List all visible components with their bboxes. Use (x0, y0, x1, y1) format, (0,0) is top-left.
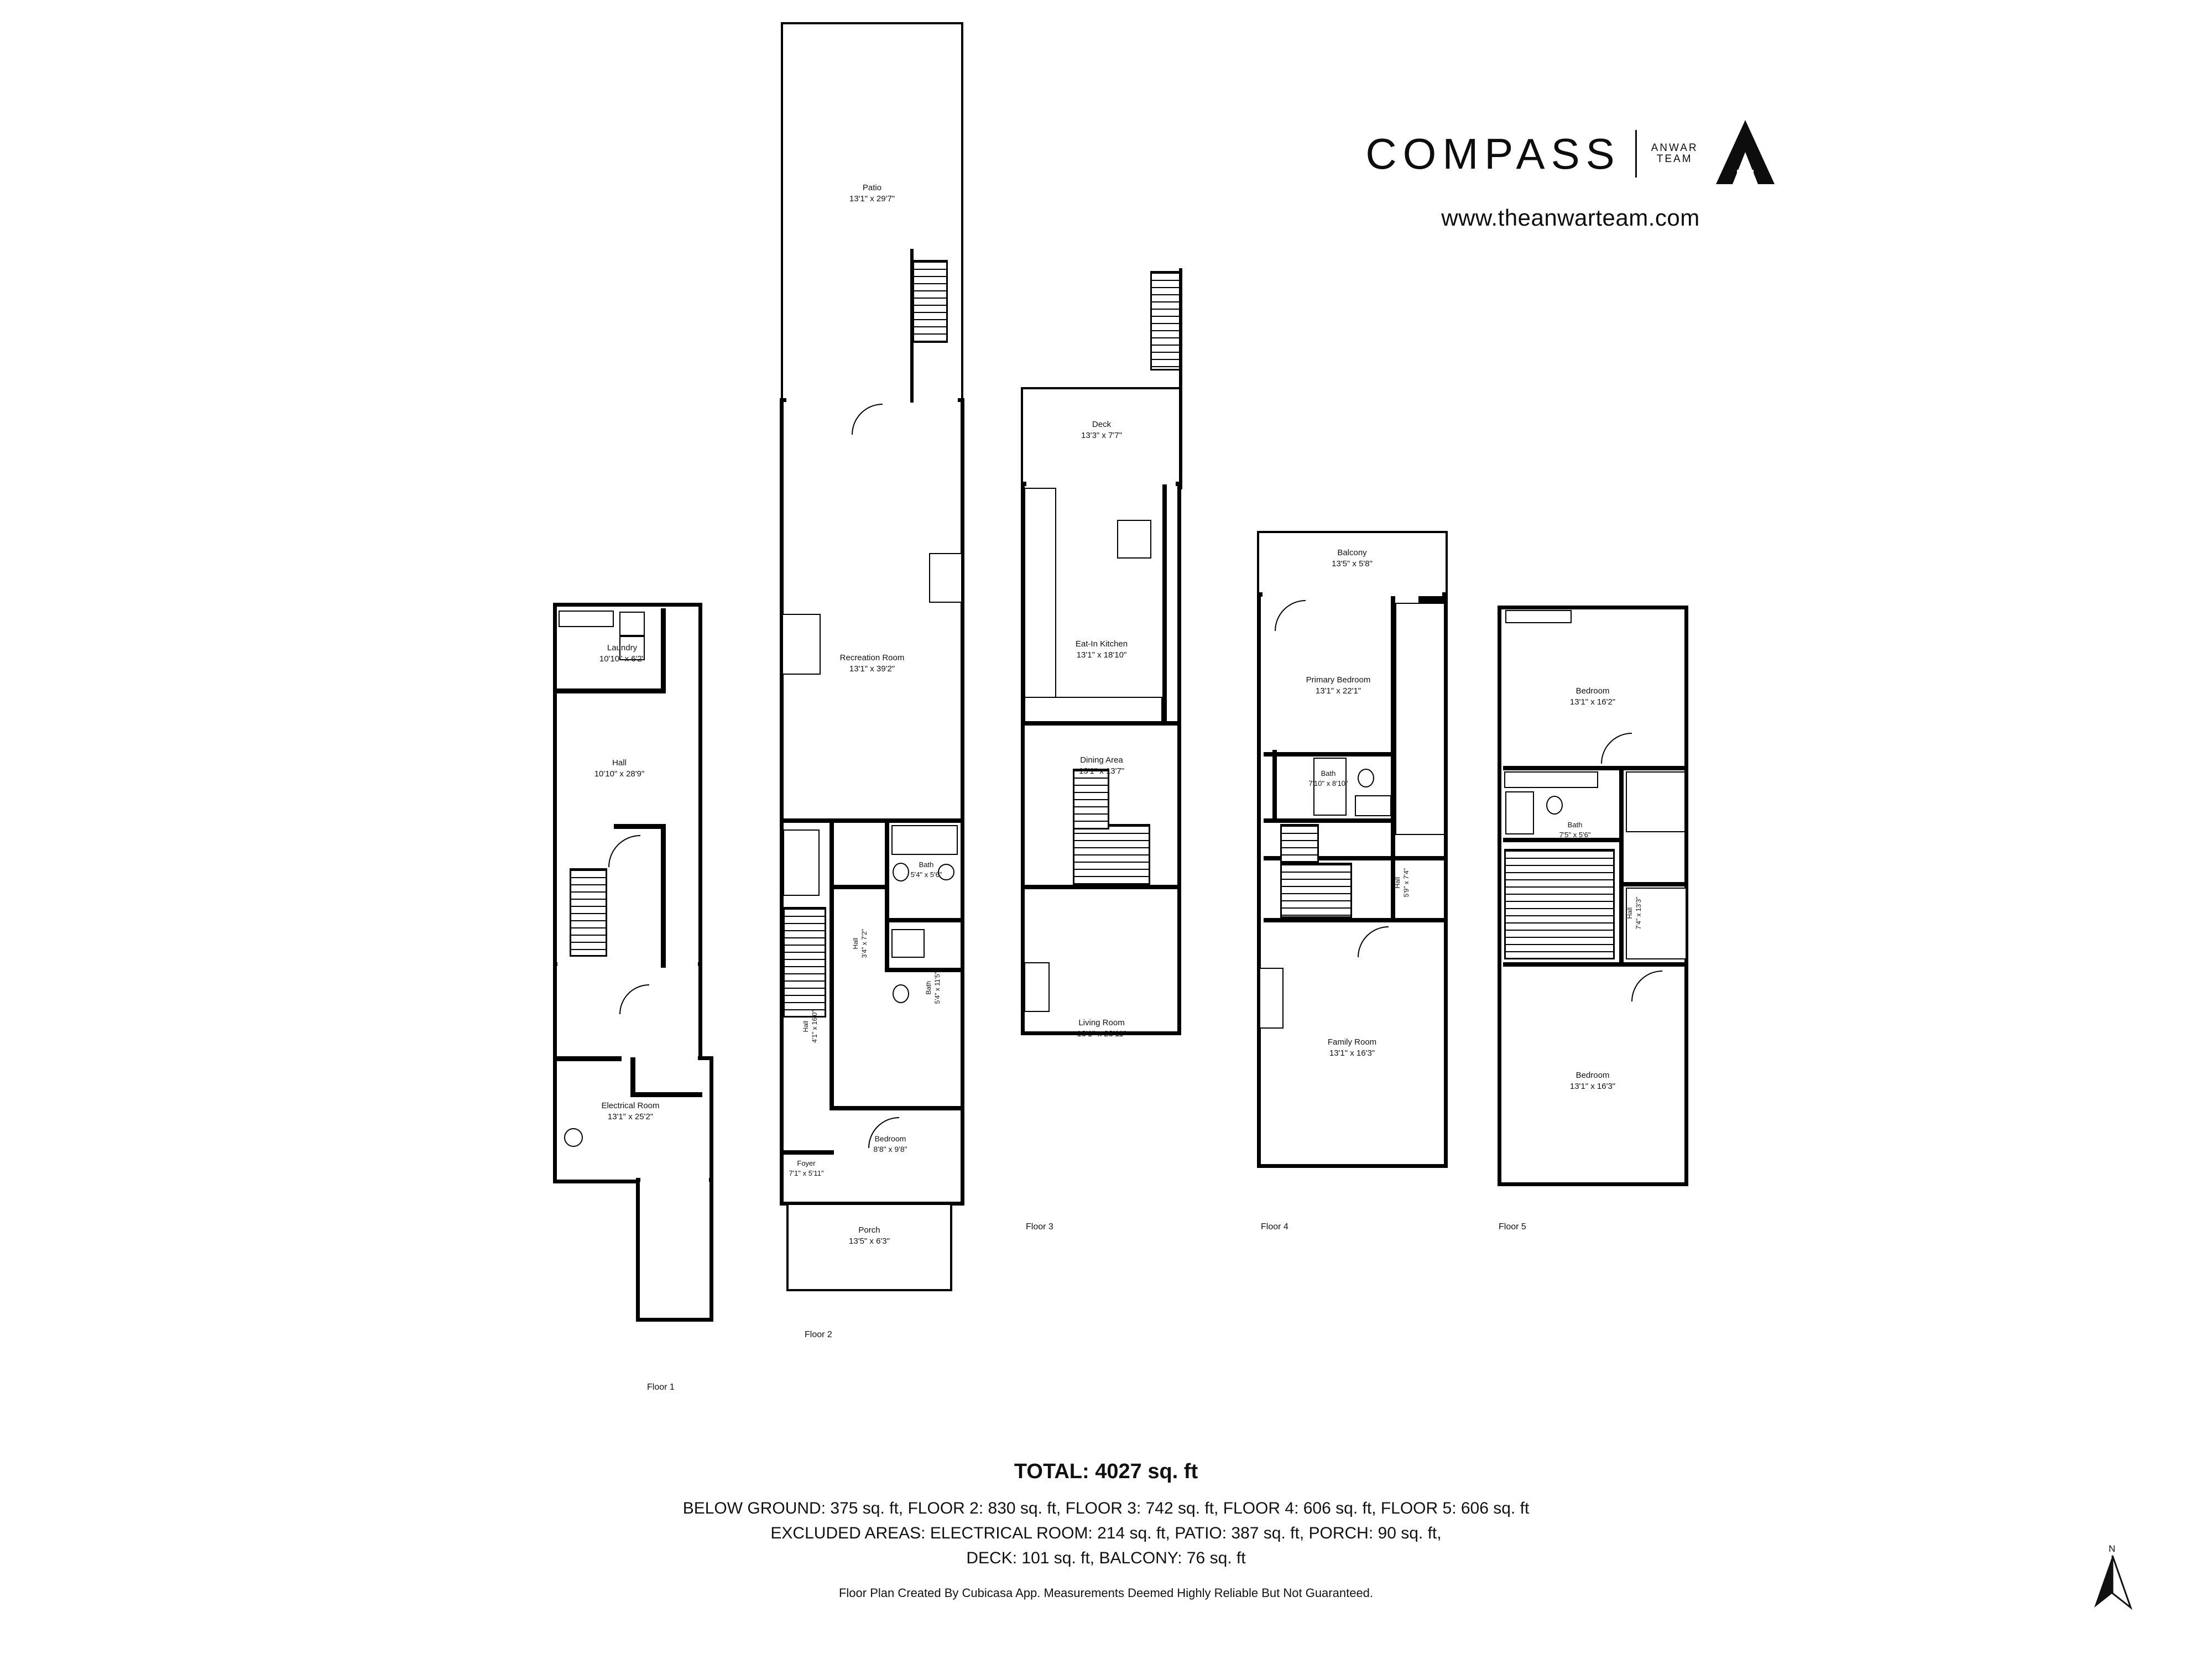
floor-2-plan (774, 22, 984, 1316)
room-label-hall-f5: Hall 7'4" x 13'3" (1625, 896, 1642, 930)
room-label-hall-f2a: Hall 3'4" x 7'2" (851, 928, 868, 958)
floor2-outline (780, 398, 964, 1206)
patio-stairs (912, 260, 948, 343)
floor4-wall-bath-bottom (1264, 818, 1396, 823)
patio-inner-wall (910, 249, 914, 403)
floor4-vanity (1355, 795, 1391, 816)
floor4-closet-shelf (1395, 603, 1445, 835)
excluded-areas-line-2: DECK: 101 sq. ft, BALCONY: 76 sq. ft (966, 1549, 1246, 1567)
floor5-toilet (1546, 796, 1563, 815)
floor-1-plan (547, 603, 735, 1377)
floor3-deck-merge (1026, 480, 1176, 487)
family-room-fireplace (1259, 968, 1284, 1029)
floor-3-plan (1018, 387, 1217, 1206)
laundry-counter (559, 611, 614, 627)
floor2-wall-b (830, 818, 834, 1106)
kitchen-counter-bottom (1024, 697, 1162, 722)
floor5-vanity-top (1504, 771, 1598, 788)
floor2-laundry-stack (783, 830, 820, 896)
room-label-bedroom-f5-bottom: Bedroom 13'1" x 16'3" (1569, 1071, 1616, 1092)
floor2-tub-2 (891, 929, 925, 958)
floor4-stairs-2 (1280, 824, 1319, 863)
kitchen-counter-left (1024, 488, 1056, 709)
room-label-hall-f1: Hall 10'10" x 28'9" (594, 758, 645, 779)
brand-block (1316, 119, 1825, 231)
floor4-wall-family (1264, 918, 1446, 922)
floor1-merge-fill-3 (640, 1175, 709, 1186)
floor1-wall-hall-lower (614, 824, 664, 829)
floor4-balcony-merge (1262, 591, 1442, 597)
room-label-bedroom-f5-top: Bedroom 13'1" x 16'2" (1569, 686, 1616, 707)
compass-rose-icon (2088, 1543, 2137, 1618)
total-sqft: TOTAL: 4027 sq. ft (1014, 1460, 1198, 1483)
brand-divider (1635, 130, 1637, 178)
floor5-wall-hall-v (1619, 838, 1624, 965)
floor1-wall-elec-top (555, 1056, 622, 1061)
floor4-wall-bath-top (1264, 752, 1395, 757)
room-label-bath-f2b: Bath 5'4" x 11'5" (924, 972, 941, 1004)
anwar-team-line2: TEAM (1656, 153, 1693, 165)
floor-breakdown-line: BELOW GROUND: 375 sq. ft, FLOOR 2: 830 sq. ft, FLOOR 3: 742 sq. ft, FLOOR 4: 606 sq. ft, FLOOR 5: 606 sq. ft (682, 1499, 1530, 1517)
room-label-dining: Dining Area 13'1" x 13'7" (1078, 755, 1125, 776)
floor2-wall-g (830, 1106, 964, 1110)
floor2-toilet-2 (893, 984, 909, 1003)
floor2-wall-a (782, 818, 964, 823)
floor2-wall-d (830, 885, 888, 889)
floor2-wall-c (885, 818, 889, 968)
living-room-fireplace (1024, 962, 1050, 1012)
north-label: N (2109, 1543, 2116, 1554)
brand-row (1316, 119, 1825, 188)
room-label-laundry: Laundry 10'10" x 6'2" (599, 643, 645, 664)
floor-caption-2: Floor 2 (805, 1330, 832, 1339)
laundry-appliance-1 (619, 612, 645, 636)
compass-wordmark: COMPASS (1365, 129, 1621, 178)
room-label-electrical: Electrical Room 13'1" x 25'2" (601, 1101, 660, 1122)
floor3-stairs (1073, 824, 1150, 885)
floor1-wall-elec-step (630, 1057, 635, 1096)
website-url: www.theanwarteam.com (1441, 205, 1700, 231)
floor-caption-3: Floor 3 (1026, 1222, 1053, 1232)
floor4-stairs (1280, 863, 1352, 918)
room-label-foyer: Foyer 7'1" x 5'11" (789, 1159, 824, 1177)
room-label-hall-f2b: Hall 4'1" x 16'0" (801, 1010, 818, 1043)
floor1-stairs (570, 868, 607, 957)
summary-footer (0, 1460, 2212, 1600)
floor-4-plan (1253, 531, 1463, 1228)
floor3-stairs-upper (1073, 769, 1109, 830)
rec-room-closet (782, 614, 821, 675)
room-label-living: Living Room 13'1" x 23'11" (1077, 1018, 1126, 1039)
floor5-bed-closet (1505, 610, 1572, 623)
disclaimer-note: Floor Plan Created By Cubicasa App. Measurements Deemed Highly Reliable But Not Guaranteed. (838, 1586, 1374, 1600)
floor5-shower (1626, 771, 1686, 832)
room-label-patio: Patio 13'1" x 29'7" (849, 183, 895, 204)
kitchen-island (1117, 520, 1151, 559)
floor4-wall-bath-diag (1272, 750, 1277, 822)
room-label-primary-bedroom: Primary Bedroom 13'1" x 22'1" (1306, 675, 1371, 696)
floor5-stairs (1504, 849, 1615, 959)
floor1-wall-elec-step2 (630, 1092, 702, 1097)
room-label-deck: Deck 13'3" x 7'7" (1081, 420, 1122, 441)
room-label-family-room: Family Room 13'1" x 16'3" (1327, 1037, 1377, 1058)
floor1-outline-tail (636, 1178, 713, 1322)
floor5-tub (1505, 791, 1534, 834)
room-label-porch: Porch 13'5" x 6'3" (849, 1225, 890, 1246)
room-label-recreation: Recreation Room 13'1" x 39'2" (839, 653, 905, 674)
floor2-wall-e (885, 918, 964, 922)
floor-caption-4: Floor 4 (1261, 1222, 1288, 1232)
excluded-areas-line-1: EXCLUDED AREAS: ELECTRICAL ROOM: 214 sq. ft, PATIO: 387 sq. ft, PORCH: 90 sq. ft, (770, 1524, 1442, 1542)
floor4-wall-closet-v (1391, 596, 1395, 856)
floor2-patio-merge (786, 396, 958, 404)
anwar-a-icon (1715, 119, 1776, 188)
floor1-wall-laundry (555, 688, 666, 693)
floor-caption-1: Floor 1 (647, 1383, 675, 1392)
deck-stairs (1150, 271, 1181, 371)
room-label-bath-f5: Bath 7'5" x 5'6" (1559, 821, 1591, 839)
floor5-wall-hall-h (1503, 962, 1688, 967)
floor3-wall-dining (1024, 721, 1181, 726)
floor-caption-5: Floor 5 (1499, 1222, 1526, 1232)
room-label-hall-f4: Hall 5'9" x 7'4" (1393, 868, 1410, 898)
room-label-bath-f4: Bath 7'10" x 8'10" (1308, 769, 1348, 787)
room-label-bath-f2a: Bath 5'4" x 5'6" (910, 860, 942, 879)
floor3-wall-living (1024, 885, 1181, 889)
room-label-bedroom-f2: Bedroom 8'8" x 9'8" (873, 1134, 907, 1154)
floor1-wall-hall-right (661, 824, 666, 968)
floor5-wall-bed1 (1503, 766, 1688, 770)
room-label-kitchen: Eat-In Kitchen 13'1" x 18'10" (1075, 639, 1128, 660)
anwar-team-line1: ANWAR (1651, 142, 1698, 154)
floor2-wall-h (782, 1150, 834, 1155)
kitchen-wall-right (1162, 484, 1167, 722)
floor1-merge-fill-1 (557, 959, 698, 971)
floor2-tub-1 (891, 825, 958, 855)
floor1-sink-icon (564, 1128, 583, 1147)
patio-outline (781, 22, 963, 404)
anwar-team-logo (1651, 143, 1698, 165)
room-label-balcony: Balcony 13'5" x 5'8" (1332, 548, 1373, 569)
deck-stair-wall (1179, 268, 1182, 489)
rec-room-niche (929, 553, 962, 603)
floor-5-plan (1493, 606, 1703, 1230)
